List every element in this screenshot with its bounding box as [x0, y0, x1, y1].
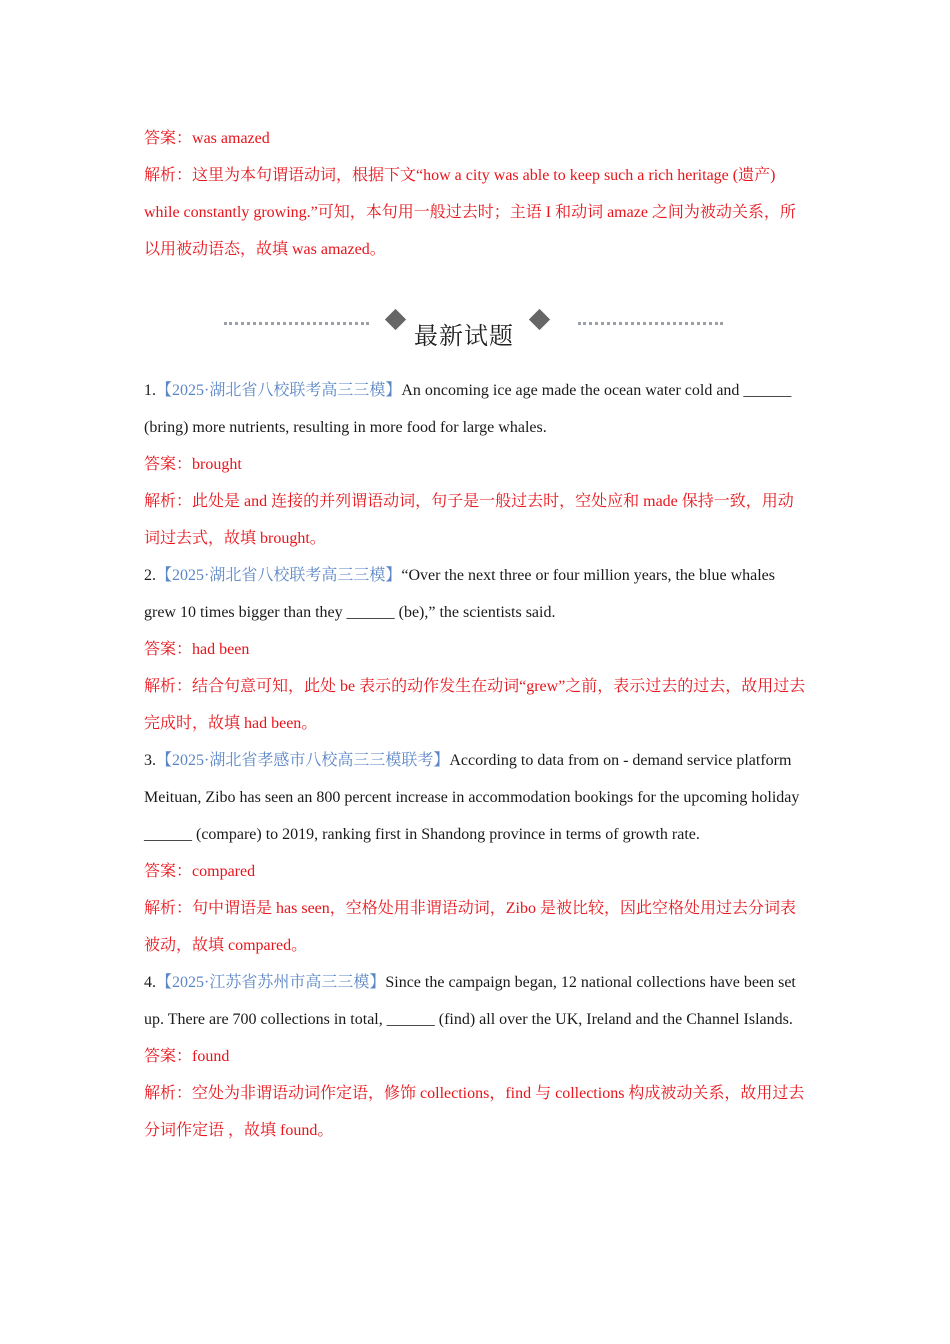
question-number: 1. — [144, 382, 156, 399]
question-number: 3. — [144, 752, 156, 769]
analysis-text: 句中谓语是 has seen，空格处用非谓语动词，Zibo 是被比较，因此空格处用过去分词表被动，故填 compared。 — [144, 900, 796, 954]
question-analysis — [144, 890, 809, 964]
question-answer — [144, 446, 809, 483]
analysis-label: 解析： — [144, 900, 193, 917]
question-source: 【2025·江苏省苏州市高三三模】 — [156, 974, 386, 991]
answer-label: 答案： — [144, 130, 193, 147]
answer-value: was amazed — [192, 130, 270, 147]
answer-value: brought — [192, 456, 242, 473]
question-text — [144, 964, 809, 1038]
answer-label: 答案： — [144, 863, 193, 880]
question-text — [144, 742, 809, 853]
question-source: 【2025·湖北省八校联考高三三模】 — [156, 567, 402, 584]
question-analysis — [144, 1075, 809, 1149]
analysis-text: 结合句意可知，此处 be 表示的动作发生在动词“grew”之前，表示过去的过去，故用过去完成时，故填 had been。 — [144, 678, 806, 732]
question-item — [144, 372, 809, 557]
intro-answer — [144, 120, 809, 157]
analysis-label: 解析： — [144, 493, 193, 510]
answer-label: 答案： — [144, 456, 193, 473]
question-source: 【2025·湖北省孝感市八校高三三模联考】 — [156, 752, 450, 769]
question-number: 4. — [144, 974, 156, 991]
analysis-label: 解析： — [144, 1085, 193, 1102]
question-item — [144, 742, 809, 964]
divider-dotted-line-right — [578, 322, 723, 325]
section-title: 最新试题 — [414, 324, 514, 350]
analysis-text: 这里为本句谓语动词，根据下文“how a city was able to keep such a rich heritage (遗产) while constantly growing.”可知，本句用一般过去时；主语 I 和动词 amaze 之间为被动关系，所以用被动语态，故填 was amazed。 — [144, 167, 796, 258]
question-body: According to data from on - demand service platform Meituan, Zibo has seen an 800 percent increase in accommodation bookings for the upcoming holiday ______ (compare) to 2019, ranking first in Shandong province in terms of growth rate. — [144, 752, 800, 843]
answer-value: found — [192, 1048, 230, 1065]
analysis-label: 解析： — [144, 167, 193, 184]
answer-value: had been — [192, 641, 250, 658]
question-answer — [144, 1038, 809, 1075]
question-item — [144, 557, 809, 742]
question-text — [144, 557, 809, 631]
diamond-icon — [529, 309, 550, 330]
answer-value: compared — [192, 863, 256, 880]
document-content — [144, 120, 809, 1149]
intro-analysis — [144, 157, 809, 268]
question-answer — [144, 853, 809, 890]
section-divider — [144, 294, 809, 364]
analysis-label: 解析： — [144, 678, 193, 695]
answer-label: 答案： — [144, 1048, 193, 1065]
question-answer — [144, 631, 809, 668]
question-body: Since the campaign began, 12 national collections have been set up. There are 700 collections in total, ______ (find) all over the UK, Ireland and the Channel Islands. — [144, 974, 796, 1028]
question-body: “Over the next three or four million years, the blue whales grew 10 times bigger than they ______ (be),” the scientists said. — [144, 567, 775, 621]
divider-dotted-line-left — [224, 322, 369, 325]
analysis-text: 空处为非谓语动词作定语，修饰 collections，find 与 collections 构成被动关系，故用过去分词作定语 ，故填 found。 — [144, 1085, 805, 1139]
question-source: 【2025·湖北省八校联考高三三模】 — [156, 382, 402, 399]
question-body: An oncoming ice age made the ocean water cold and ______ (bring) more nutrients, resulting in more food for large whales. — [144, 382, 792, 436]
analysis-text: 此处是 and 连接的并列谓语动词，句子是一般过去时，空处应和 made 保持一致，用动词过去式，故填 brought。 — [144, 493, 794, 547]
question-text — [144, 372, 809, 446]
question-analysis — [144, 668, 809, 742]
answer-label: 答案： — [144, 641, 193, 658]
question-number: 2. — [144, 567, 156, 584]
diamond-icon — [385, 309, 406, 330]
question-analysis — [144, 483, 809, 557]
question-item — [144, 964, 809, 1149]
